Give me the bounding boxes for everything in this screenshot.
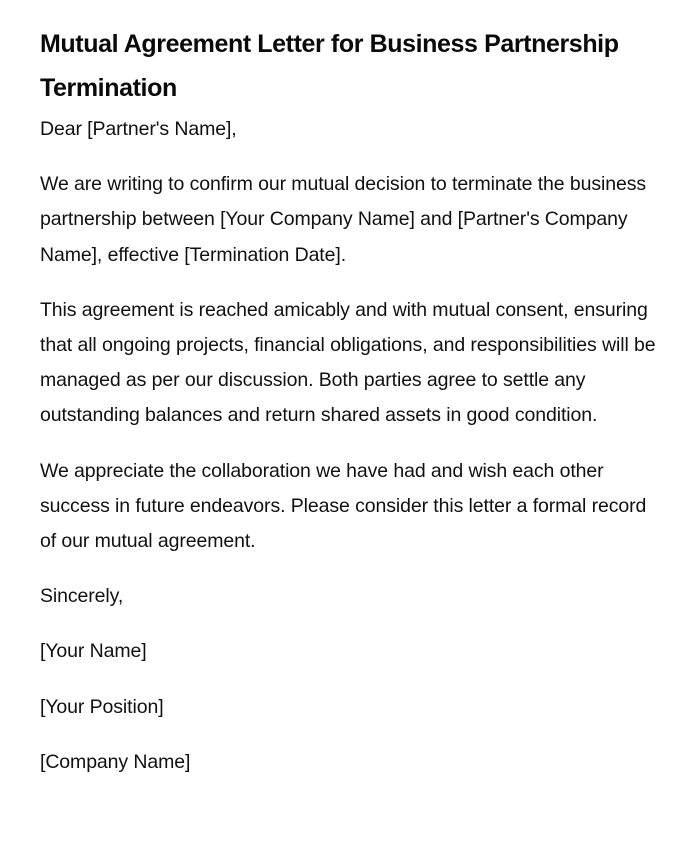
- paragraph-intro: We are writing to confirm our mutual decision to terminate the business partnership between [Your Company Name] and [Partner's Company Name], effective [Termination Date].: [40, 173, 646, 266]
- document-title: Mutual Agreement Letter for Business Partnership Termination: [40, 30, 619, 102]
- signature-company: [Company Name]: [40, 750, 191, 773]
- signature-position: [Your Position]: [40, 695, 164, 718]
- salutation: Dear [Partner's Name],: [40, 118, 237, 140]
- signature-name: [Your Name]: [40, 640, 147, 663]
- paragraph-appreciation: We appreciate the collaboration we have had and wish each other success in future endeavors. Please consider this letter a formal record of our mutual agreement.: [40, 459, 647, 553]
- paragraph-terms: This agreement is reached amicably and with mutual consent, ensuring that all ongoing projects, financial obligations, and responsibilities will be managed as per our discussion. Both parties agree to settle any outstanding balances and return shared assets in good condition.: [40, 298, 656, 427]
- closing: Sincerely,: [40, 585, 124, 608]
